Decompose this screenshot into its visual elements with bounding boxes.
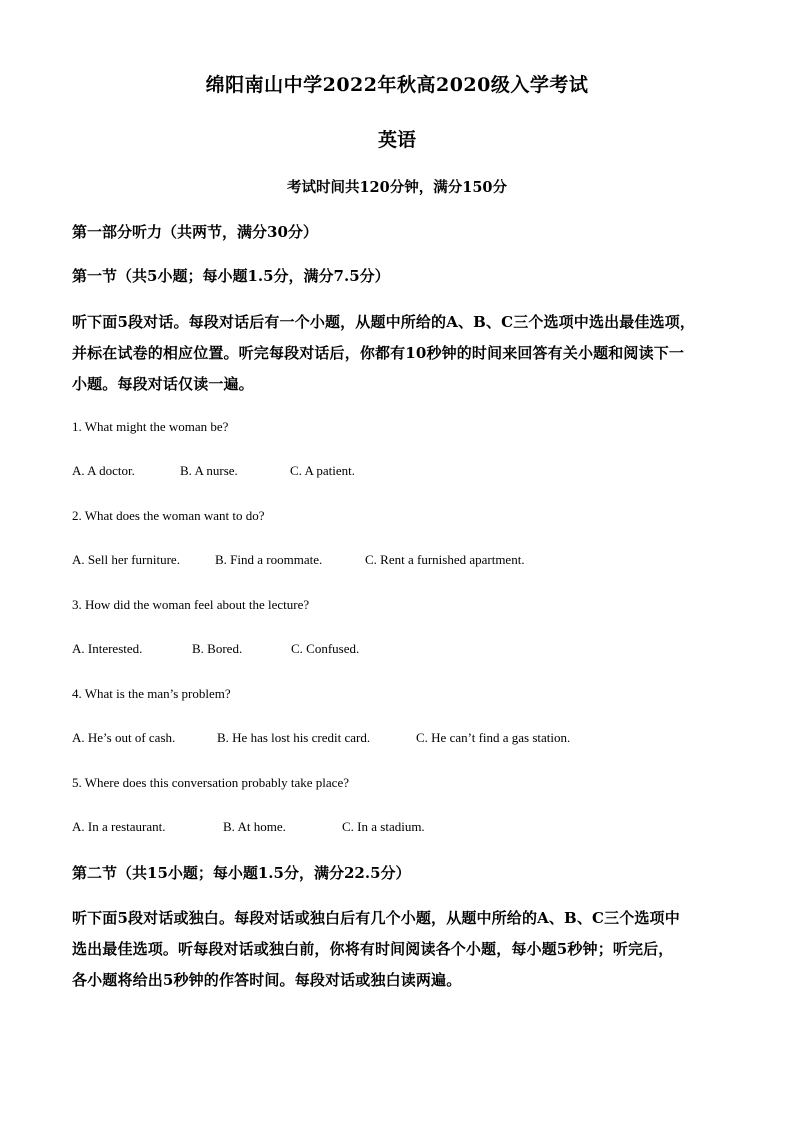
option-a: A. Sell her furniture. [72, 552, 180, 567]
option-c: C. In a stadium. [342, 819, 425, 834]
question-stem: 2. What does the woman want to do? [72, 508, 265, 523]
option-c: C. He can’t find a gas station. [416, 730, 571, 745]
instruction-line: 小题。每段对话仅读一遍。 [72, 375, 254, 393]
question-stem: 3. How did the woman feel about the lecture? [72, 597, 310, 612]
instruction-line: 听下面5段对话。每段对话后有一个小题，从题中所给的A、B、C三个选项中选出最佳选项， [72, 313, 695, 331]
option-b: B. He has lost his credit card. [217, 730, 371, 745]
instruction-line: 各小题将给出5秒钟的作答时间。每段对话或独白读两遍。 [72, 971, 462, 989]
option-b: B. A nurse. [180, 463, 238, 478]
question-stem: 1. What might the woman be? [72, 419, 229, 434]
option-a: A. He’s out of cash. [72, 730, 176, 745]
exam-title: 绵阳南山中学2022年秋高2020级入学考试 [205, 74, 589, 96]
option-a: A. In a restaurant. [72, 819, 166, 834]
question-stem: 5. Where does this conversation probably take place? [72, 775, 349, 790]
option-a: A. Interested. [72, 641, 143, 656]
exam-info: 考试时间共120分钟，满分150分 [286, 179, 508, 196]
instruction-line: 选出最佳选项。听每段对话或独白前，你将有时间阅读各个小题，每小题5秒钟；听完后， [72, 940, 674, 958]
option-b: B. Find a roommate. [215, 552, 323, 567]
section1-heading: 第一节（共5小题；每小题1.5分，满分7.5分） [72, 267, 390, 285]
option-c: C. A patient. [290, 463, 355, 478]
option-c: C. Rent a furnished apartment. [365, 552, 525, 567]
subject-title: 英语 [377, 129, 416, 151]
instruction-line: 听下面5段对话或独白。每段对话或独白后有几个小题，从题中所给的A、B、C三个选项中 [72, 909, 680, 927]
question-stem: 4. What is the man’s problem? [72, 686, 231, 701]
instruction-line: 并标在试卷的相应位置。听完每段对话后，你都有10秒钟的时间来回答有关小题和阅读下一 [72, 344, 685, 362]
part1-heading: 第一部分听力（共两节，满分30分） [72, 223, 318, 241]
section2-heading: 第二节（共15小题；每小题1.5分，满分22.5分） [72, 864, 411, 882]
option-a: A. A doctor. [72, 463, 135, 478]
option-c: C. Confused. [291, 641, 360, 656]
option-b: B. At home. [223, 819, 286, 834]
option-b: B. Bored. [192, 641, 243, 656]
